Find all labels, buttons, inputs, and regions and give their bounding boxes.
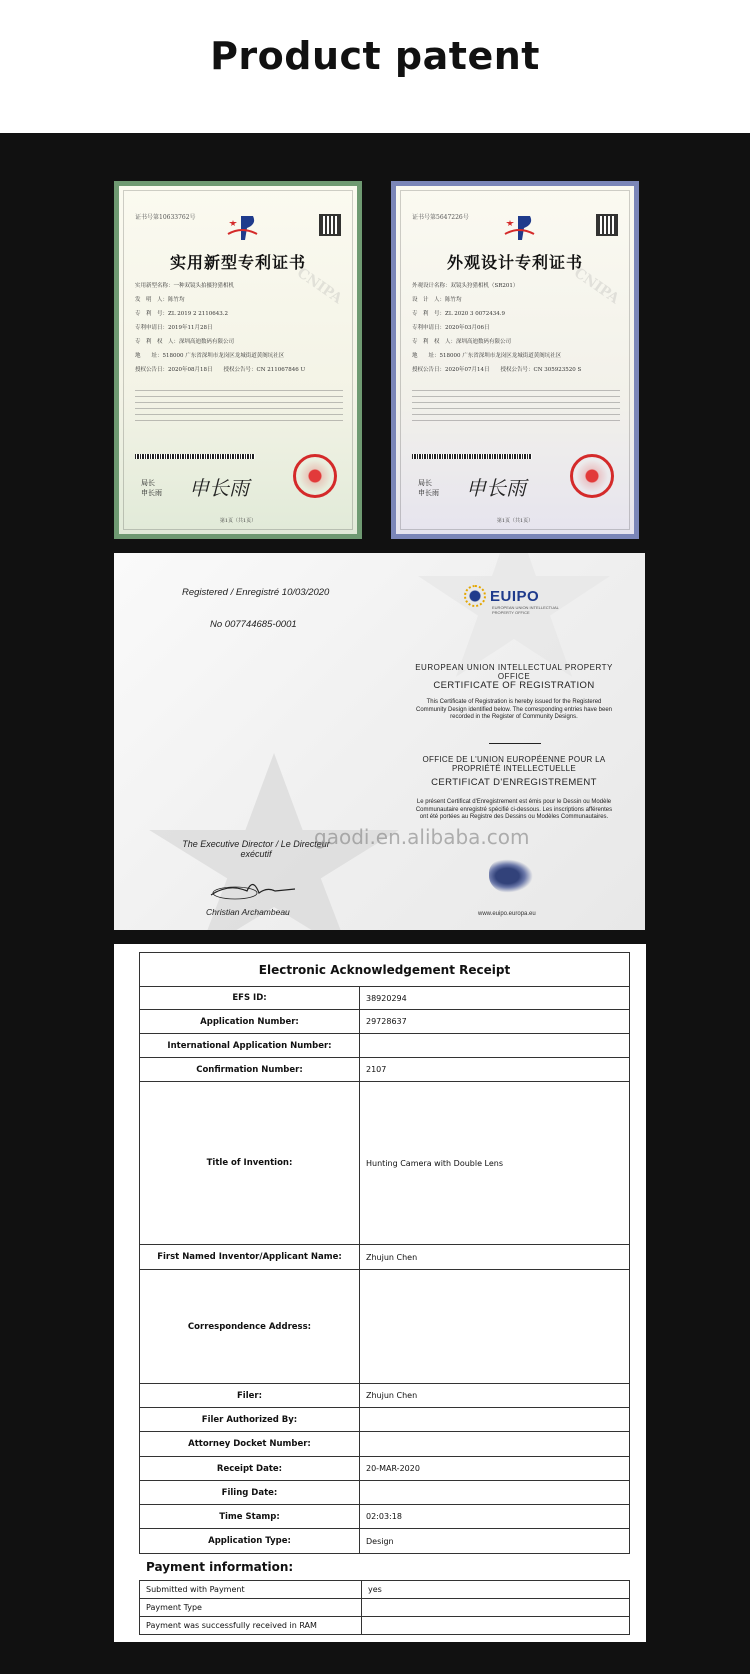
table-row: Application Number: 29728637 [140,1010,630,1034]
field: 专 利 号：ZL 2019 2 2110643.2 [135,311,228,317]
field: 专 利 号：ZL 2020 3 0072434.9 [412,311,505,317]
certificate-fields [135,282,343,380]
page-number: 第1页（共1页） [496,518,534,524]
field: 专利申请日：2020年03月06日 [412,325,490,331]
table-row: Submitted with Payment yes [140,1581,630,1599]
registration-number: No 007744685-0001 [210,619,297,630]
heading-en: EUROPEAN UNION INTELLECTUAL PROPERTY OFFICE [415,663,613,681]
euipo-emblem-icon [464,585,486,607]
certificate-text-fr: Le présent Certificat d'Enregistrement est émis pour le Dessin ou Modèle Communautaire enregistré spécifié ci-dessous. Les inscriptions afférentes ont été portées au Registre des Dessins ou Modèles Communautaires. [415,799,613,820]
field: 专 利 权 人：深圳高迪数码有限公司 [412,339,512,345]
heading-fr: OFFICE DE L'UNION EUROPÉENNE POUR LA PROPRIÉTÉ INTELLECTUELLE [422,755,606,773]
signature: 申长雨 [189,476,249,500]
cnipa-logo-icon [225,212,259,242]
registered-date: Registered / Enregistré 10/03/2020 [182,587,330,598]
table-row: Payment Type [140,1599,630,1617]
field: 地 址：518000 广东省深圳市龙岗区龙城街道黄阁坑社区 [412,353,562,359]
barcode-icon [412,454,532,459]
certificate-body-text [412,390,620,424]
page-number: 第1页（共1页） [219,518,257,524]
signer-name: Christian Archambeau [206,907,290,917]
qr-code-icon [596,214,618,236]
field: 授权公告日：2020年07月14日 授权公告号：CN 305923520 S [412,367,582,373]
official-seal-icon [570,454,614,498]
watermark: CNIPA [294,264,345,308]
page-title: Product patent [210,34,540,78]
table-row: Filer Authorized By: [140,1408,630,1432]
sign-label: 局长 申长雨 [141,479,162,497]
field: 专利申请日：2019年11月28日 [135,325,213,331]
field: 发 明 人：陈竹均 [135,297,185,303]
handwritten-signature-icon [209,873,299,903]
field: 外观设计名称：双镜头狩猎相机（SR201） [412,283,519,289]
table-row: Payment was successfully received in RAM [140,1617,630,1635]
certificate-title: 实用新型专利证书 [169,253,306,272]
certificate-fields [412,282,620,380]
table-row: Application Type: Design [140,1529,630,1554]
euipo-logo: EUIPO EUROPEAN UNION INTELLECTUAL PROPERTY OFFICE [464,585,539,607]
watermark: CNIPA [571,264,622,308]
certificate-title-en: CERTIFICATE OF REGISTRATION [433,680,595,691]
table-row: Attorney Docket Number: [140,1432,630,1457]
qr-code-icon [319,214,341,236]
field: 专 利 权 人：深圳高迪数码有限公司 [135,339,235,345]
certificate-body-text [135,390,343,424]
certificate-serial: 证书号第10633762号 [135,214,196,221]
receipt-title: Electronic Acknowledgement Receipt [140,953,630,987]
table-row: International Application Number: [140,1034,630,1058]
payment-heading: Payment information: [146,1560,294,1574]
table-row: Receipt Date: 20-MAR-2020 [140,1457,630,1481]
header [0,0,750,133]
sign-label: 局长 申长雨 [418,479,439,497]
euipo-certificate [114,553,645,930]
table-row: Confirmation Number: 2107 [140,1058,630,1082]
table-row: Time Stamp: 02:03:18 [140,1505,630,1529]
official-seal-icon [293,454,337,498]
certificate-text-en: This Certificate of Registration is hereby issued for the Registered Community Design identified below. The corresponding entries have been recorded in the Register of Community Designs. [415,699,612,720]
watermark: gaodi.en.alibaba.com [314,825,530,849]
acknowledgement-receipt [114,944,646,1642]
field: 地 址：518000 广东省深圳市龙岗区龙城街道黄阁坑社区 [135,353,285,359]
europe-map-icon [489,858,535,894]
certificate-serial: 证书号第5647226号 [412,214,469,221]
certificate-title: 外观设计专利证书 [446,253,583,272]
table-row: EFS ID: 38920294 [140,987,630,1010]
receipt-table [139,952,630,1554]
field: 设 计 人：陈竹均 [412,297,462,303]
table-row: First Named Inventor/Applicant Name: Zhujun Chen [140,1245,630,1270]
divider [489,743,541,744]
table-row: Filing Date: [140,1481,630,1505]
signature: 申长雨 [466,476,526,500]
field: 授权公告日：2020年08月18日 授权公告号：CN 211067846 U [135,367,306,373]
certificate-title-fr: CERTIFICAT D'ENREGISTREMENT [431,777,597,788]
barcode-icon [135,454,255,459]
design-patent-certificate [391,181,639,539]
table-row: Title of Invention: Hunting Camera with Double Lens [140,1082,630,1245]
payment-table [139,1580,630,1635]
utility-patent-certificate [114,181,362,539]
website-url: www.euipo.europa.eu [478,911,536,917]
cnipa-logo-icon [502,212,536,242]
table-row: Correspondence Address: [140,1270,630,1384]
executive-title: The Executive Director / Le Directeur exécutif [182,839,330,859]
table-row: Filer: Zhujun Chen [140,1384,630,1408]
field: 实用新型名称：一种双镜头拍摄狩猎相机 [135,283,235,289]
